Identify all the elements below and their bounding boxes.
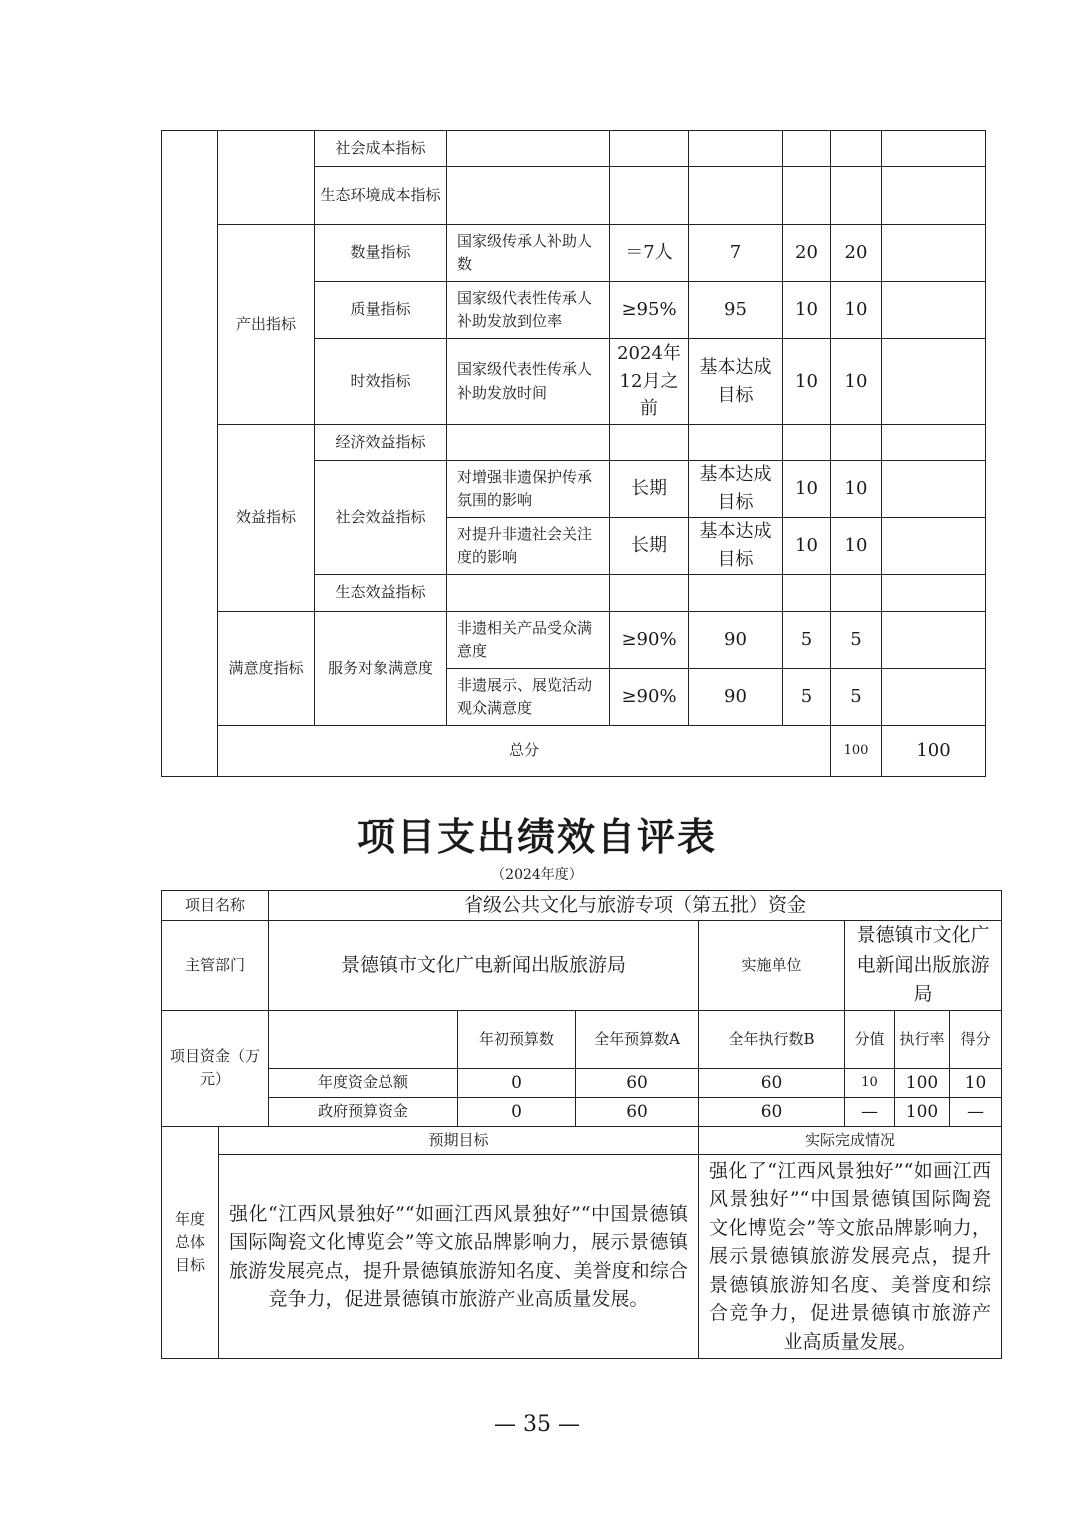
dept-value: 景德镇市文化广电新闻出版旅游局 [269, 921, 699, 1010]
row-project-name [162, 891, 1002, 921]
header-annual: 全年预算数A [576, 1010, 699, 1068]
satisfaction2-actual: 90 [689, 669, 783, 726]
expected-goal-text: 强化“江西风景独好”“如画江西风景独好”“中国景德镇国际陶瓷文化博览会”等文旅品牌影响力，展示景德镇旅游发展亮点，提升景德镇旅游知名度、美誉度和综合竞争力，促进景德镇市旅游产业高质量发展。 [219, 1154, 699, 1359]
row-funds-total [162, 1068, 1002, 1097]
social-cost-label: 社会成本指标 [315, 131, 447, 167]
social1-weight: 10 [783, 461, 831, 518]
satisfaction2-weight: 5 [783, 669, 831, 726]
impl-label: 实施单位 [699, 921, 845, 1010]
header-score: 得分 [950, 1010, 1002, 1068]
funds-gov-weight: — [845, 1097, 895, 1126]
funds-total-rate: 100 [895, 1068, 950, 1097]
social2-actual: 基本达成目标 [689, 518, 783, 575]
funds-total-score: 10 [950, 1068, 1002, 1097]
quantity-sub: 数量指标 [315, 225, 447, 282]
funds-total-weight: 10 [845, 1068, 895, 1097]
social1-score: 10 [831, 461, 882, 518]
quality-name: 国家级代表性传承人补助发放到位率 [447, 282, 610, 339]
ecological-sub: 生态效益指标 [315, 575, 447, 612]
funds-gov-rate: 100 [895, 1097, 950, 1126]
row-total [162, 726, 986, 777]
social2-score: 10 [831, 518, 882, 575]
row-social-cost [162, 131, 986, 167]
social2-weight: 10 [783, 518, 831, 575]
satisfaction1-score: 5 [831, 612, 882, 669]
funds-gov-executed: 60 [699, 1097, 845, 1126]
row-quantity [162, 225, 986, 282]
header-weight: 分值 [845, 1010, 895, 1068]
timeliness-actual: 基本达成目标 [689, 339, 783, 425]
row-department [162, 921, 1002, 1010]
funds-label: 项目资金（万元） [162, 1010, 269, 1126]
actual-label: 实际完成情况 [699, 1126, 1002, 1154]
dept-label: 主管部门 [162, 921, 269, 1010]
benefit-label: 效益指标 [218, 425, 315, 612]
row-satisfaction1 [162, 612, 986, 669]
indicator-table [161, 130, 986, 777]
satisfaction-label: 满意度指标 [218, 612, 315, 726]
row-goal-header [162, 1126, 1002, 1154]
quality-weight: 10 [783, 282, 831, 339]
quantity-weight: 20 [783, 225, 831, 282]
expected-label: 预期目标 [219, 1126, 699, 1154]
satisfaction-sub: 服务对象满意度 [315, 612, 447, 726]
blank-left-column [162, 131, 218, 777]
satisfaction1-target: ≥90% [610, 612, 689, 669]
output-label: 产出指标 [218, 225, 315, 425]
quantity-actual: 7 [689, 225, 783, 282]
goal-label: 年度总体目标 [162, 1126, 219, 1359]
total-weight: 100 [831, 726, 882, 777]
row-goal-content [162, 1154, 1002, 1359]
funds-gov-label: 政府预算资金 [269, 1097, 458, 1126]
eco-cost-label: 生态环境成本指标 [315, 167, 447, 225]
social-sub: 社会效益指标 [315, 461, 447, 575]
quality-target: ≥95% [610, 282, 689, 339]
satisfaction1-weight: 5 [783, 612, 831, 669]
quality-actual: 95 [689, 282, 783, 339]
social2-target: 长期 [610, 518, 689, 575]
total-label: 总分 [218, 726, 831, 777]
impl-value: 景德镇市文化广电新闻出版旅游局 [845, 921, 1002, 1010]
social1-target: 长期 [610, 461, 689, 518]
project-name-label: 项目名称 [162, 891, 269, 921]
header-rate: 执行率 [895, 1010, 950, 1068]
social2-name: 对提升非遗社会关注度的影响 [447, 518, 610, 575]
social1-name: 对增强非遗保护传承氛围的影响 [447, 461, 610, 518]
self-evaluation-table [161, 890, 1002, 1359]
economic-sub: 经济效益指标 [315, 425, 447, 461]
actual-goal-text: 强化了“江西风景独好”“如画江西风景独好”“中国景德镇国际陶瓷文化博览会”等文旅品牌影响力，展示景德镇旅游发展亮点，提升景德镇旅游知名度、美誉度和综合竞争力，促进景德镇市旅游产业高质量发展。 [699, 1154, 1002, 1359]
quality-sub: 质量指标 [315, 282, 447, 339]
row-funds-header [162, 1010, 1002, 1068]
satisfaction2-target: ≥90% [610, 669, 689, 726]
timeliness-score: 10 [831, 339, 882, 425]
timeliness-sub: 时效指标 [315, 339, 447, 425]
funds-gov-initial: 0 [458, 1097, 576, 1126]
quantity-target: ＝7人 [610, 225, 689, 282]
page-number: — 35 — [494, 1412, 580, 1437]
quality-score: 10 [831, 282, 882, 339]
total-score: 100 [882, 726, 986, 777]
satisfaction1-actual: 90 [689, 612, 783, 669]
funds-total-label: 年度资金总额 [269, 1068, 458, 1097]
header-initial: 年初预算数 [458, 1010, 576, 1068]
form-title: 项目支出绩效自评表 [356, 814, 717, 859]
satisfaction2-score: 5 [831, 669, 882, 726]
header-executed: 全年执行数B [699, 1010, 845, 1068]
funds-total-initial: 0 [458, 1068, 576, 1097]
quantity-name: 国家级传承人补助人数 [447, 225, 610, 282]
timeliness-name: 国家级代表性传承人补助发放时间 [447, 339, 610, 425]
timeliness-weight: 10 [783, 339, 831, 425]
form-year: （2024年度） [491, 867, 583, 883]
social1-actual: 基本达成目标 [689, 461, 783, 518]
quantity-score: 20 [831, 225, 882, 282]
funds-total-executed: 60 [699, 1068, 845, 1097]
funds-gov-score: — [950, 1097, 1002, 1126]
timeliness-target: 2024年12月之前 [610, 339, 689, 425]
funds-gov-annual: 60 [576, 1097, 699, 1126]
satisfaction2-name: 非遗展示、展览活动观众满意度 [447, 669, 610, 726]
row-economic [162, 425, 986, 461]
satisfaction1-name: 非遗相关产品受众满意度 [447, 612, 610, 669]
project-name: 省级公共文化与旅游专项（第五批）资金 [269, 891, 1002, 921]
funds-total-annual: 60 [576, 1068, 699, 1097]
row-funds-gov [162, 1097, 1002, 1126]
